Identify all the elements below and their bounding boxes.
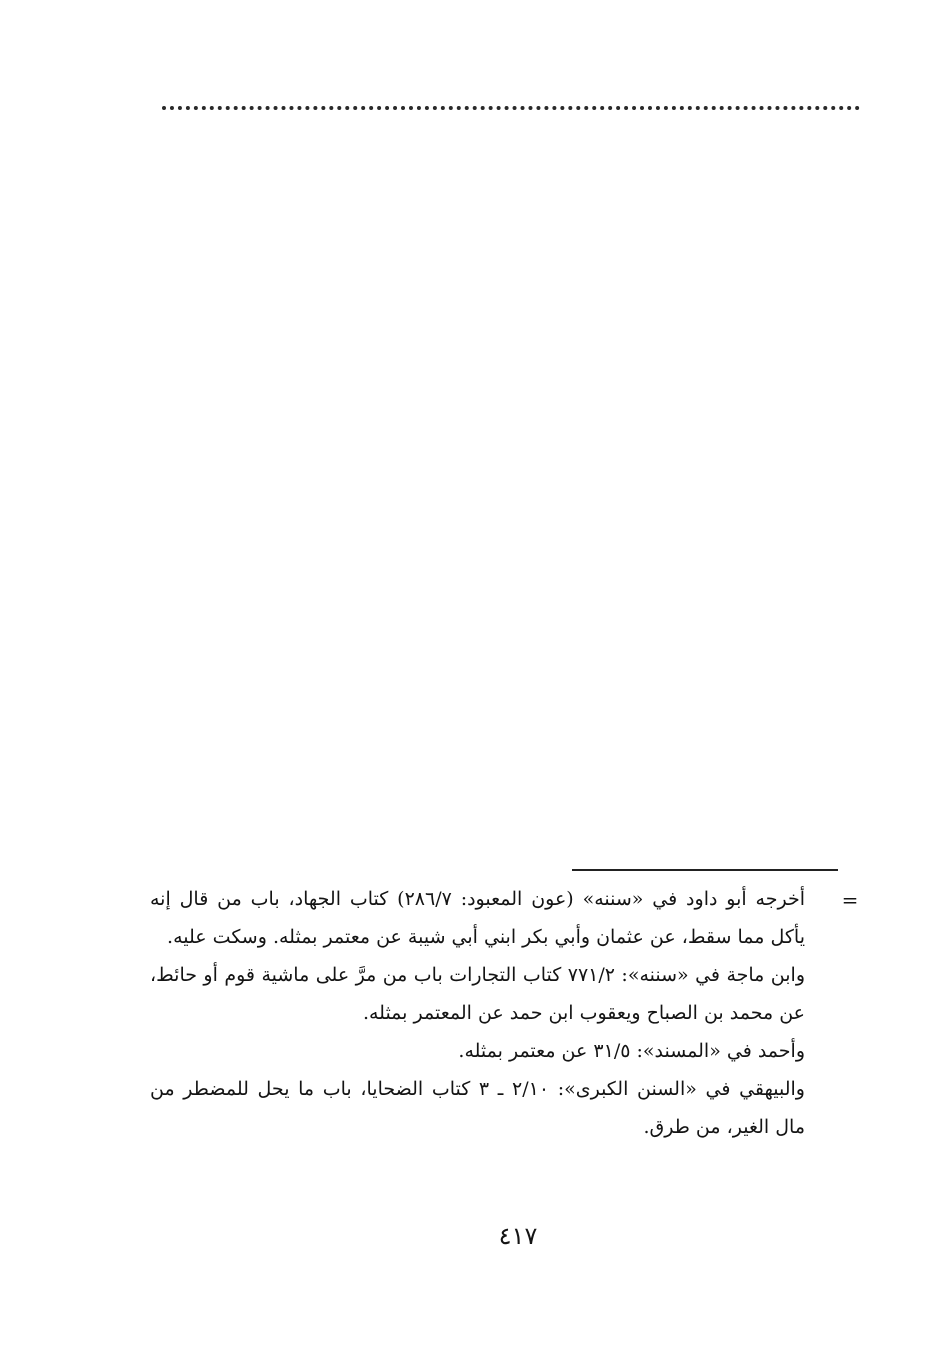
header-dotted-rule [162,98,860,110]
footnote-paragraph-ibn-majah: وابن ماجة في «سننه»: ٧٧١/٢ كتاب التجارات باب من مرَّ على ماشية قوم أو حائط، عن محمد بن الصباح ويعقوب ابن حمد عن المعتمر بمثله. [150,964,806,1024]
page-number: ٤١٧ [498,1222,538,1250]
footnote-block [150,880,805,1146]
footnote-separator [572,869,838,871]
footnote-paragraph-bayhaqi: والبيهقي في «السنن الكبرى»: ٢/١٠ ـ ٣ كتاب الضحايا، باب ما يحل للمضطر من مال الغير، من طرق. [150,1078,805,1138]
footnote-paragraph-abu-dawud: أخرجه أبو داود في «سننه» (عون المعبود: ٢٨٦/٧) كتاب الجهاد، باب من قال إنه يأكل مما سقط، عن عثمان وأبي بكر ابني أبي شيبة عن معتمر بمثله. وسكت عليه. [150,888,805,948]
footnote-paragraph-ahmad: وأحمد في «المسند»: ٣١/٥ عن معتمر بمثله. [458,1040,805,1062]
footnote-continuation-mark: = [841,888,859,912]
